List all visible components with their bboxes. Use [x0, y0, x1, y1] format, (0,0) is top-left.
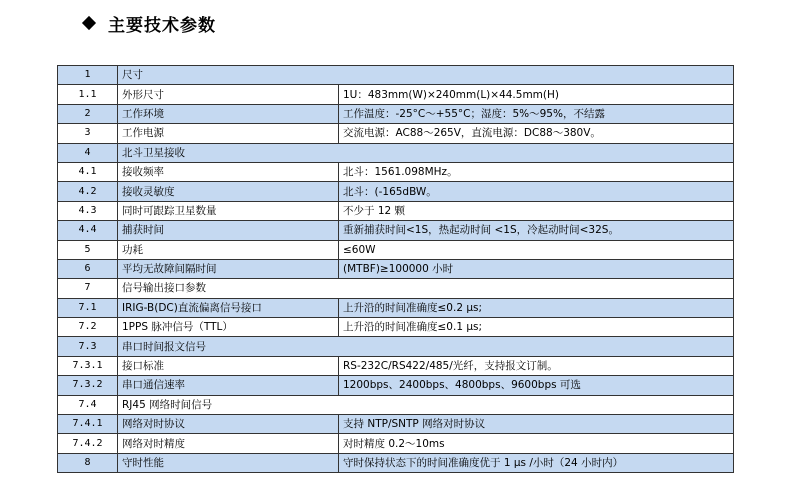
row-number: 7.4.1 [58, 415, 118, 434]
row-parameter: 1PPS 脉冲信号（TTL） [118, 318, 339, 337]
row-parameter: 工作电源 [118, 124, 339, 143]
row-number: 4 [58, 143, 118, 162]
diamond-bullet-icon [82, 16, 96, 30]
row-number: 7 [58, 279, 118, 298]
row-parameter: 工作环境 [118, 104, 339, 123]
row-value: (MTBF)≥100000 小时 [339, 259, 734, 278]
section-heading [80, 10, 216, 36]
table-row [58, 337, 734, 356]
table-row [58, 240, 734, 259]
row-section-title: 尺寸 [118, 66, 734, 85]
row-number: 8 [58, 453, 118, 472]
row-parameter: 捕获时间 [118, 221, 339, 240]
row-value: 交流电源：AC88～265V，直流电源：DC88～380V。 [339, 124, 734, 143]
row-parameter: 网络对时协议 [118, 415, 339, 434]
row-number: 1.1 [58, 85, 118, 104]
row-parameter: 功耗 [118, 240, 339, 259]
row-parameter: 接口标准 [118, 356, 339, 375]
table-row [58, 66, 734, 85]
row-value: 1200bps、2400bps、4800bps、9600bps 可选 [339, 376, 734, 395]
row-parameter: 接收频率 [118, 162, 339, 181]
table-row [58, 318, 734, 337]
row-parameter: IRIG-B(DC)直流偏离信号接口 [118, 298, 339, 317]
row-number: 7.3 [58, 337, 118, 356]
row-parameter: 同时可跟踪卫星数量 [118, 201, 339, 220]
section-heading-title: 主要技术参数 [108, 15, 216, 36]
row-number: 7.2 [58, 318, 118, 337]
row-value: 上升沿的时间准确度≤0.2 μs; [339, 298, 734, 317]
row-value: ≤60W [339, 240, 734, 259]
row-value: 支持 NTP/SNTP 网络对时协议 [339, 415, 734, 434]
table-row [58, 162, 734, 181]
table-row [58, 298, 734, 317]
row-number: 3 [58, 124, 118, 143]
table-row [58, 221, 734, 240]
table-row [58, 85, 734, 104]
row-parameter: 守时性能 [118, 453, 339, 472]
row-parameter: 外形尺寸 [118, 85, 339, 104]
table-row [58, 201, 734, 220]
spec-table [57, 65, 734, 473]
table-row [58, 259, 734, 278]
table-row [58, 182, 734, 201]
row-number: 7.4 [58, 395, 118, 414]
table-row [58, 434, 734, 453]
row-number: 5 [58, 240, 118, 259]
row-number: 6 [58, 259, 118, 278]
table-row [58, 415, 734, 434]
row-number: 7.3.1 [58, 356, 118, 375]
row-number: 7.1 [58, 298, 118, 317]
table-row [58, 279, 734, 298]
row-value: 重新捕获时间<1S，热起动时间 <1S，冷起动时间<32S。 [339, 221, 734, 240]
table-row [58, 124, 734, 143]
table-row [58, 143, 734, 162]
row-value: 北斗：(-165dBW。 [339, 182, 734, 201]
row-number: 4.2 [58, 182, 118, 201]
table-row [58, 356, 734, 375]
row-number: 2 [58, 104, 118, 123]
table-row [58, 376, 734, 395]
row-number: 4.1 [58, 162, 118, 181]
row-number: 4.4 [58, 221, 118, 240]
row-parameter: 接收灵敏度 [118, 182, 339, 201]
row-parameter: 网络对时精度 [118, 434, 339, 453]
row-value: 工作温度：-25°C～+55°C；湿度：5%～95%，不结露 [339, 104, 734, 123]
table-row [58, 104, 734, 123]
row-number: 4.3 [58, 201, 118, 220]
row-value: 上升沿的时间准确度≤0.1 μs; [339, 318, 734, 337]
row-value: RS-232C/RS422/485/光纤，支持报文订制。 [339, 356, 734, 375]
row-section-title: 串口时间报文信号 [118, 337, 734, 356]
row-section-title: 信号输出接口参数 [118, 279, 734, 298]
row-parameter: 平均无故障间隔时间 [118, 259, 339, 278]
table-row [58, 395, 734, 414]
row-section-title: 北斗卫星接收 [118, 143, 734, 162]
row-number: 1 [58, 66, 118, 85]
row-value: 对时精度 0.2～10ms [339, 434, 734, 453]
table-row [58, 453, 734, 472]
row-value: 北斗：1561.098MHz。 [339, 162, 734, 181]
row-parameter: 串口通信速率 [118, 376, 339, 395]
row-value: 1U：483mm(W)×240mm(L)×44.5mm(H) [339, 85, 734, 104]
row-section-title: RJ45 网络时间信号 [118, 395, 734, 414]
row-value: 守时保持状态下的时间准确度优于 1 μs /小时（24 小时内） [339, 453, 734, 472]
row-number: 7.4.2 [58, 434, 118, 453]
row-value: 不少于 12 颗 [339, 201, 734, 220]
row-number: 7.3.2 [58, 376, 118, 395]
